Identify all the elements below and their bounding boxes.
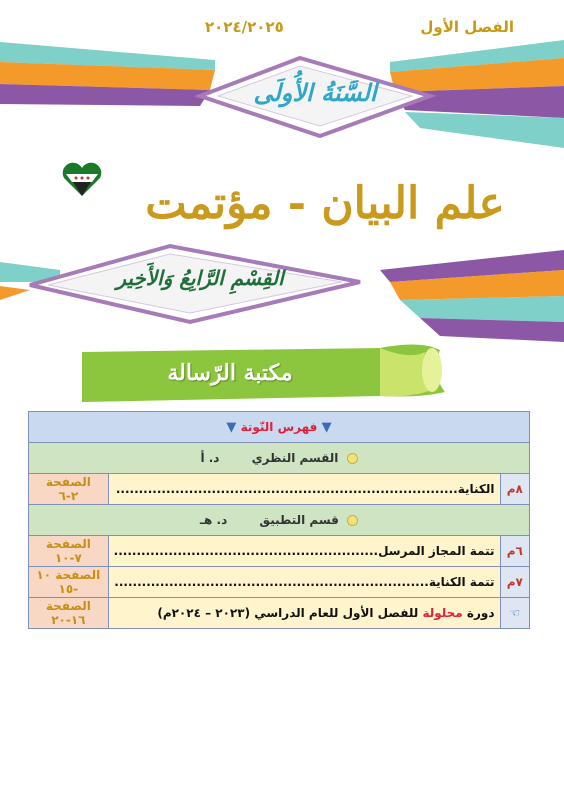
leader-dots: ........................................................................... [115,482,458,496]
first-year-banner: السَّنَةُ الأُولَى [253,78,377,107]
lesson-title [108,536,500,567]
toc-title: فهرس النّوتة [240,419,318,434]
table-row [29,536,530,567]
toc-title-row [29,412,530,443]
semester-label: الفصل الأول [420,18,514,36]
section-label: القسم النظري [251,451,339,465]
page-range: الصفحة ١٠ -١٥ [29,567,109,598]
section-code: د. هـ [199,513,228,527]
lesson-number: ٦م [500,536,529,567]
lesson-title [108,474,500,505]
section-label: قسم التطبيق [259,513,339,527]
table-row [29,474,530,505]
lesson-number: ٨م [500,474,529,505]
section-header-row [29,443,530,474]
final-section-banner: القِسْمِ الرَّابِعُ وَالأَخِير [116,266,284,290]
table-row [29,567,530,598]
page-range: الصفحة ٧-١٠ [29,536,109,567]
library-label-box [80,346,380,400]
table-of-contents [28,411,530,629]
exam-title [108,598,500,629]
bullet-icon [347,453,358,464]
table-row [29,598,530,629]
exam-title-pre: دورة [462,606,495,620]
triangle-icon: ▼ [226,419,237,435]
section-header-row [29,505,530,536]
exam-title-highlight: محلولة [422,606,463,620]
leader-dots: ..................................................................... [114,575,429,589]
leader-dots: .......................................................... [113,544,379,558]
hand-pointer-icon: ☜ [500,598,529,629]
triangle-icon: ▼ [321,419,332,435]
lesson-title [108,567,500,598]
heart-flag-icon [63,163,102,196]
lesson-number: ٧م [500,567,529,598]
bullet-icon [347,515,358,526]
exam-title-post: للفصل الأول للعام الدراسي (٢٠٢٣ – ٢٠٢٤م) [157,606,423,620]
document-title: علم البيان - مؤتمت [145,178,505,229]
library-name: مكتبة الرّسالة [167,360,293,386]
lesson-title-text: الكناية [457,482,495,496]
section-code: د. أ [200,451,220,465]
academic-year: ٢٠٢٤/٢٠٢٥ [205,18,284,36]
page-range: الصفحة ١٦-٢٠ [29,598,109,629]
lesson-title-text: تتمة المجاز المرسل [378,544,495,558]
page-range: الصفحة ٢-٦ [29,474,109,505]
lesson-title-text: تتمة الكناية [428,575,495,589]
